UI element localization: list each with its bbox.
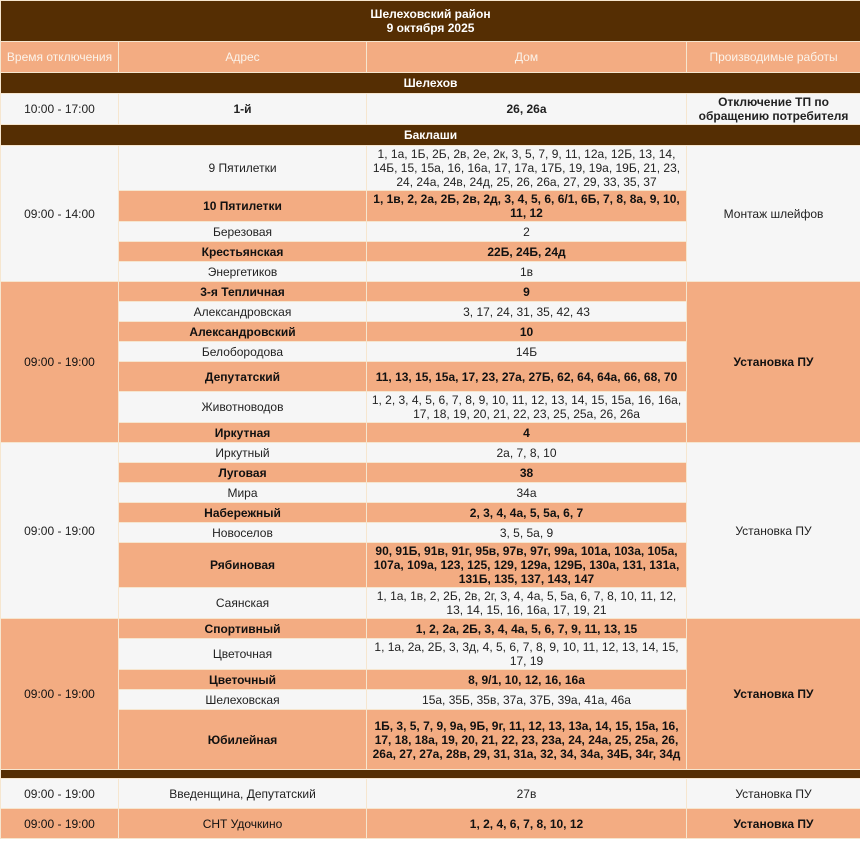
address-cell: Юбилейная [119, 710, 367, 770]
address-cell: Иркутная [119, 423, 367, 443]
house-cell: 11, 13, 15, 15а, 17, 23, 27а, 27Б, 62, 64, 64а, 66, 68, 70 [367, 362, 687, 392]
table-row [1, 809, 860, 839]
address-cell: 9 Пятилетки [119, 146, 367, 191]
column-header-row [1, 42, 860, 73]
address-cell: Набережный [119, 503, 367, 523]
table-row [1, 146, 860, 191]
address-cell: Рябиновая [119, 543, 367, 588]
outage-time: 09:00 - 19:00 [1, 282, 119, 443]
works-cell: Отключение ТП по обращению потребителя [687, 94, 860, 125]
house-cell: 90, 91Б, 91в, 91г, 95в, 97в, 97г, 99а, 101а, 103а, 105а, 107а, 109а, 123, 125, 129, 129а, 129Б, 130а, 131, 131а, 131Б, 135, 137, 143, 147 [367, 543, 687, 588]
works-cell: Установка ПУ [687, 282, 860, 443]
house-cell: 15а, 35Б, 35в, 37а, 37Б, 39а, 41а, 46а [367, 690, 687, 710]
address-cell: Александровский [119, 322, 367, 342]
section-name: Шелехов [1, 73, 860, 94]
outage-time: 10:00 - 17:00 [1, 94, 119, 125]
address-cell: Березовая [119, 222, 367, 242]
district-name: Шелеховский район [370, 7, 491, 21]
address-cell: Цветочный [119, 670, 367, 690]
table-row [1, 443, 860, 463]
house-cell: 34а [367, 483, 687, 503]
works-cell: Установка ПУ [687, 809, 860, 839]
address-cell: Александровская [119, 302, 367, 322]
house-cell: 2 [367, 222, 687, 242]
address-cell: 1-й [119, 94, 367, 125]
address-cell: Мира [119, 483, 367, 503]
address-cell: Животноводов [119, 392, 367, 423]
house-cell: 10 [367, 322, 687, 342]
house-cell: 14Б [367, 342, 687, 362]
outage-time: 09:00 - 19:00 [1, 619, 119, 770]
house-cell: 1, 2, 2а, 2Б, 3, 4, 4а, 5, 6, 7, 9, 11, 13, 15 [367, 619, 687, 639]
address-cell: Новоселов [119, 523, 367, 543]
house-cell: 2а, 7, 8, 10 [367, 443, 687, 463]
house-cell: 1, 2, 4, 6, 7, 8, 10, 12 [367, 809, 687, 839]
house-cell: 1, 1а, 1в, 2, 2Б, 2в, 2г, 3, 4, 4а, 5, 5а, 6, 7, 8, 10, 11, 12, 13, 14, 15, 16, 16а, 17, 19, 21 [367, 588, 687, 619]
section-header-baklashi [1, 125, 860, 146]
address-cell: Депутатский [119, 362, 367, 392]
house-cell: 38 [367, 463, 687, 483]
address-cell: Луговая [119, 463, 367, 483]
house-cell: 27в [367, 779, 687, 809]
house-cell: 22Б, 24Б, 24д [367, 242, 687, 262]
house-cell: 1Б, 3, 5, 7, 9, 9а, 9Б, 9г, 11, 12, 13, 13а, 14, 15, 15а, 16, 17, 18, 18а, 19, 20, 21, 22, 23, 23а, 24, 24а, 25, 25а, 26, 26а, 27, 27а, 28в, 29, 31, 31а, 32, 34, 34а, 34Б, 34г, 34д [367, 710, 687, 770]
section-separator [1, 770, 860, 779]
section-name: Баклаши [1, 125, 860, 146]
works-cell: Установка ПУ [687, 619, 860, 770]
address-cell: Энергетиков [119, 262, 367, 282]
column-header-address: Адрес [119, 42, 367, 73]
address-cell: Саянская [119, 588, 367, 619]
address-cell: 3-я Тепличная [119, 282, 367, 302]
outage-time: 09:00 - 19:00 [1, 443, 119, 619]
house-cell: 8, 9/1, 10, 12, 16, 16а [367, 670, 687, 690]
section-header-shelekhov [1, 73, 860, 94]
separator-bar [1, 770, 860, 779]
works-cell: Установка ПУ [687, 443, 860, 619]
works-cell: Монтаж шлейфов [687, 146, 860, 282]
table-title [1, 1, 860, 42]
address-cell: СНТ Удочкино [119, 809, 367, 839]
house-cell: 1, 1а, 1Б, 2Б, 2в, 2е, 2к, 3, 5, 7, 9, 11, 12а, 12Б, 13, 14, 14Б, 15, 15а, 16, 16а, 17, 17а, 17Б, 19, 19а, 19Б, 21, 23, 24, 24а, 24в, 24д, 25, 26, 26а, 27, 29, 33, 35, 37 [367, 146, 687, 191]
house-cell: 1, 1а, 2а, 2Б, 3, 3д, 4, 5, 6, 7, 8, 9, 10, 11, 12, 13, 14, 15, 17, 19 [367, 639, 687, 670]
column-header-time: Время отключения [1, 42, 119, 73]
house-cell: 1, 2, 3, 4, 5, 6, 7, 8, 9, 10, 11, 12, 13, 14, 15, 15а, 16, 16а, 17, 18, 19, 20, 21, 22, 23, 25, 25а, 26, 26а [367, 392, 687, 423]
address-cell: Белобородова [119, 342, 367, 362]
address-cell: 10 Пятилетки [119, 191, 367, 222]
house-cell: 4 [367, 423, 687, 443]
table-row [1, 94, 860, 125]
outage-time: 09:00 - 14:00 [1, 146, 119, 282]
house-cell: 3, 5, 5а, 9 [367, 523, 687, 543]
house-cell: 3, 17, 24, 31, 35, 42, 43 [367, 302, 687, 322]
address-cell: Крестьянская [119, 242, 367, 262]
works-cell: Установка ПУ [687, 779, 860, 809]
address-cell: Спортивный [119, 619, 367, 639]
table-row [1, 619, 860, 639]
house-cell: 1в [367, 262, 687, 282]
address-cell: Шелеховская [119, 690, 367, 710]
table-row [1, 282, 860, 302]
table-title-row [1, 1, 860, 42]
house-cell: 1, 1в, 2, 2а, 2Б, 2в, 2д, 3, 4, 5, 6, 6/1, 6Б, 7, 8, 8а, 9, 10, 11, 12 [367, 191, 687, 222]
house-cell: 2, 3, 4, 4а, 5, 5а, 6, 7 [367, 503, 687, 523]
house-cell: 26, 26а [367, 94, 687, 125]
address-cell: Цветочная [119, 639, 367, 670]
address-cell: Введенщина, Депутатский [119, 779, 367, 809]
column-header-works: Производимые работы [687, 42, 860, 73]
table-row [1, 779, 860, 809]
house-cell: 9 [367, 282, 687, 302]
address-cell: Иркутный [119, 443, 367, 463]
outage-time: 09:00 - 19:00 [1, 779, 119, 809]
schedule-date: 9 октября 2025 [386, 21, 475, 35]
outage-time: 09:00 - 19:00 [1, 809, 119, 839]
column-header-house: Дом [367, 42, 687, 73]
